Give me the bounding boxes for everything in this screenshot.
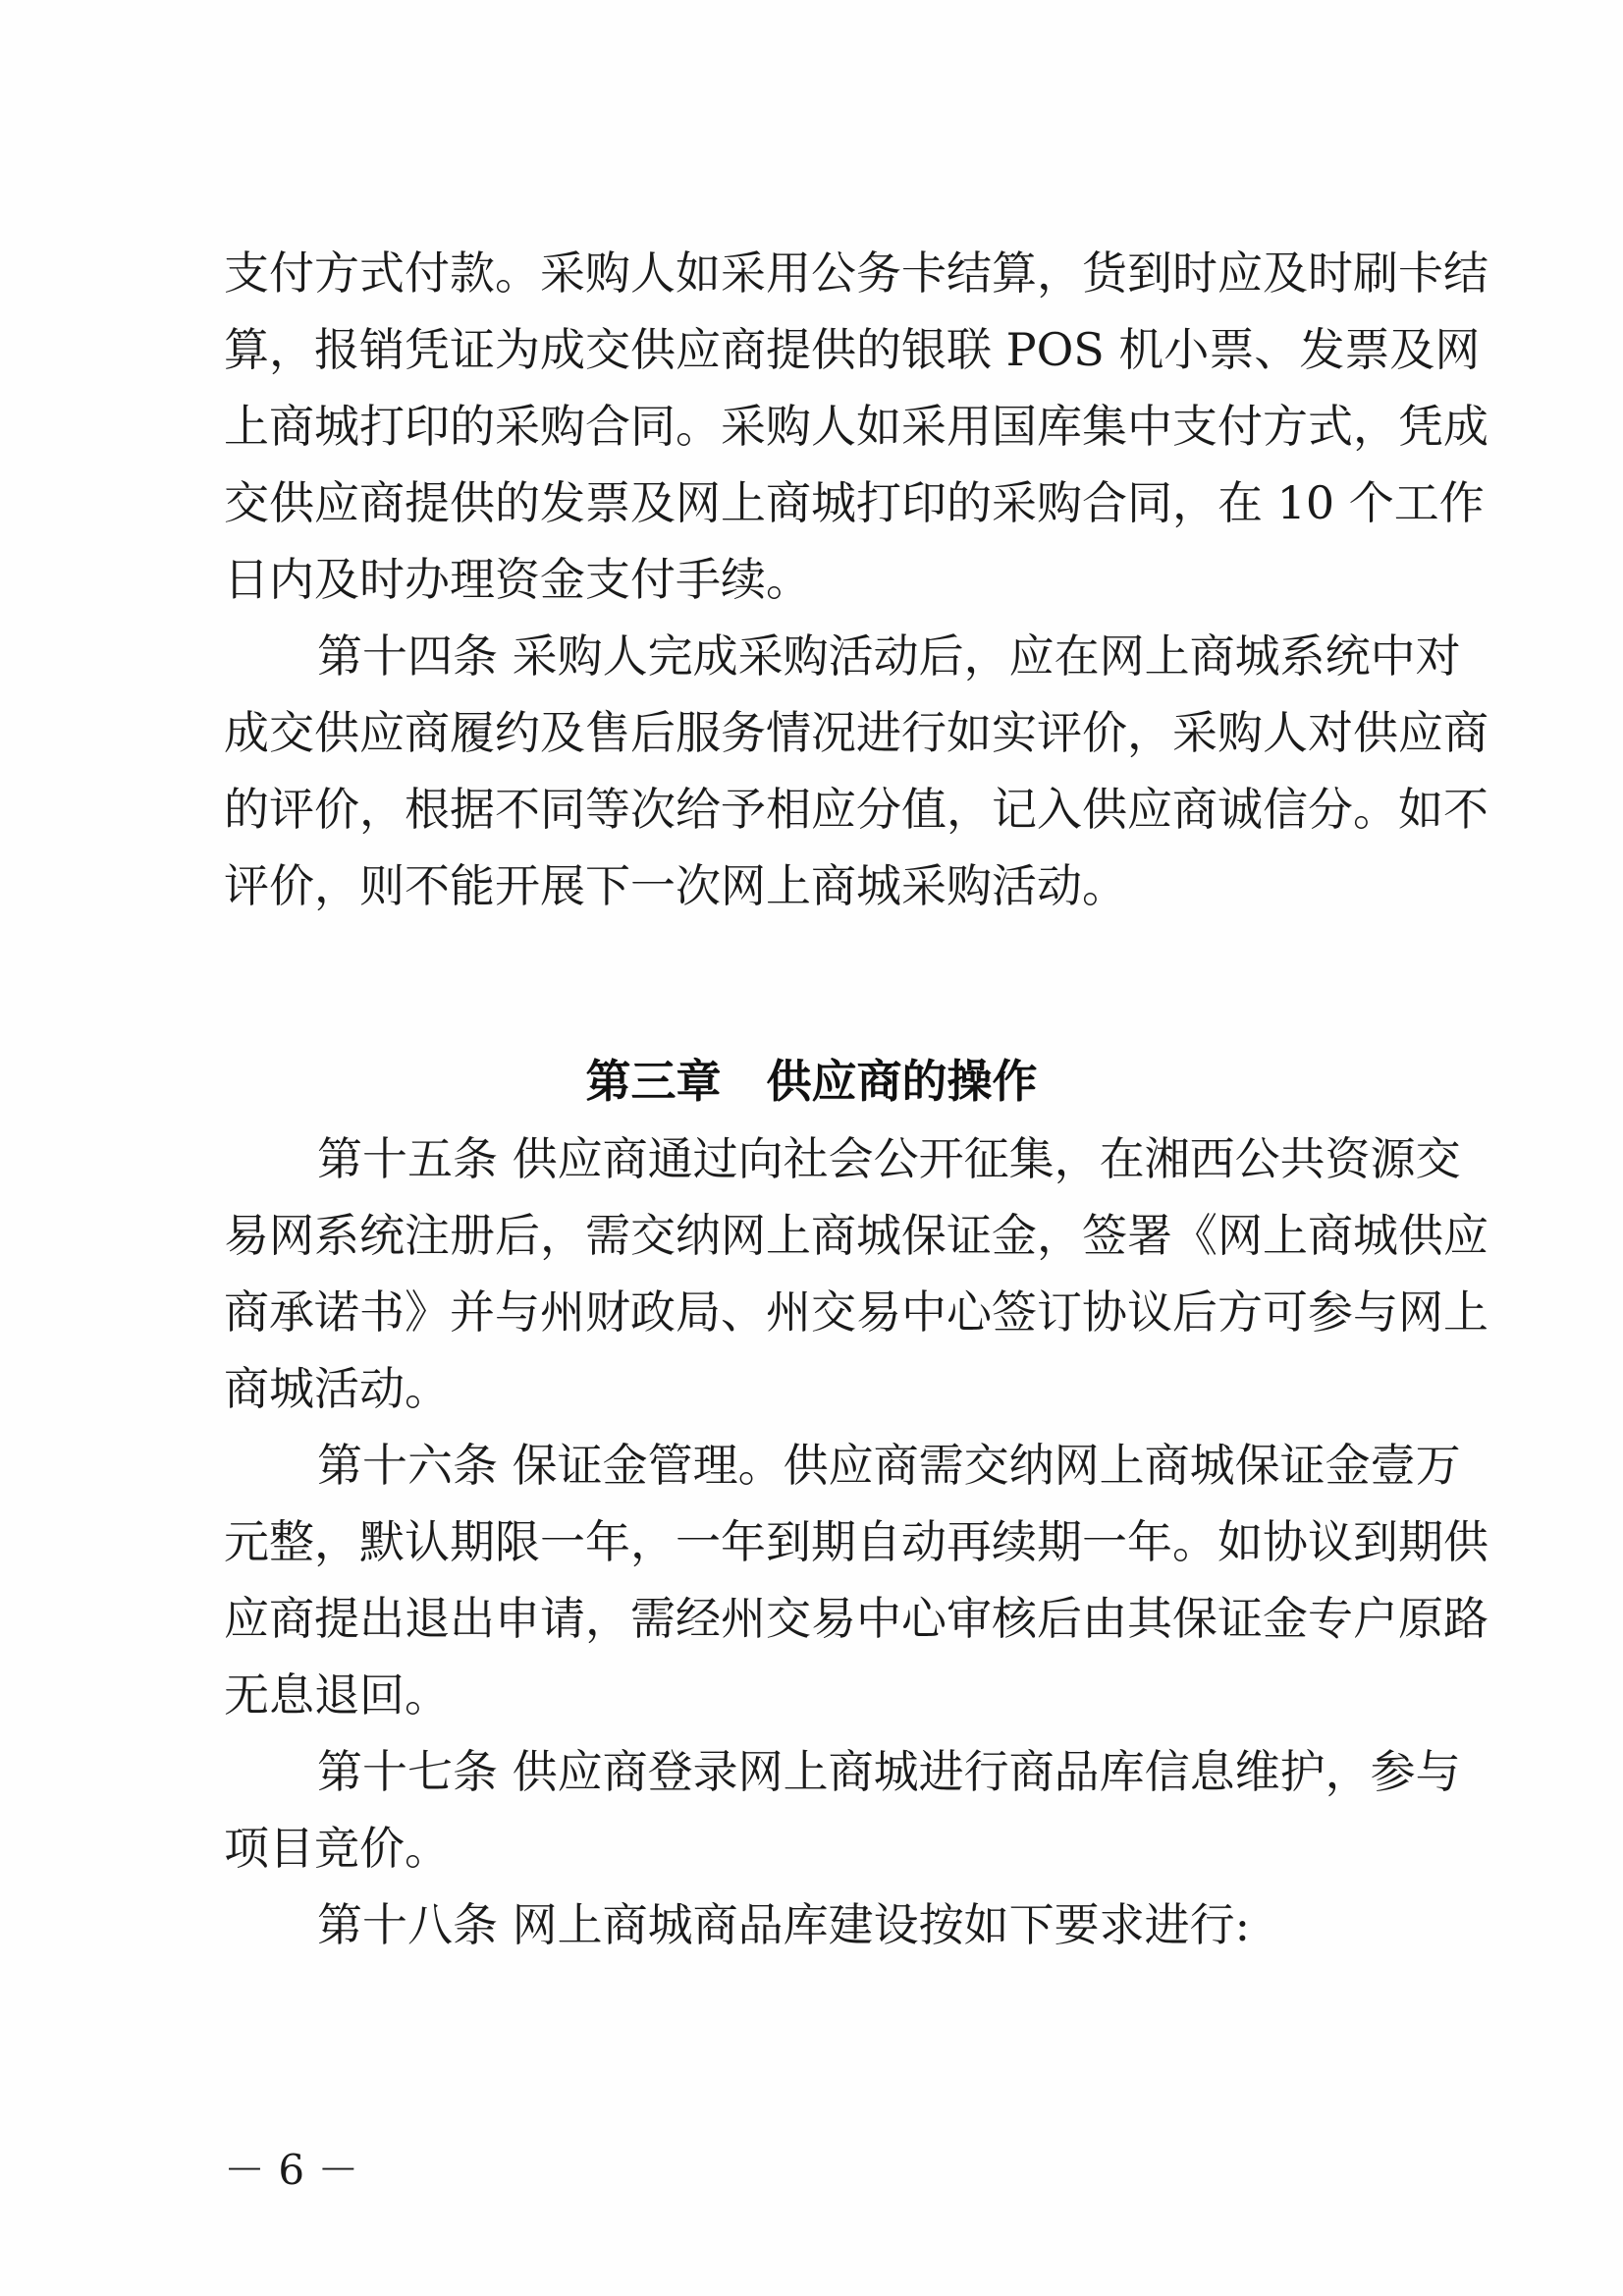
- text-line: 算，报销凭证为成交供应商提供的银联 POS 机小票、发票及网: [224, 323, 1481, 376]
- text-line: 的评价，根据不同等次给予相应分值，记入供应商诚信分。如不: [224, 783, 1488, 836]
- text-line: 元整，默认期限一年，一年到期自动再续期一年。如协议到期供: [224, 1515, 1488, 1568]
- text-line: 评价，则不能开展下一次网上商城采购活动。: [224, 859, 1127, 912]
- text-line: 第十五条 供应商通过向社会公开征集，在湘西公共资源交: [317, 1132, 1461, 1185]
- text-line: 第十四条 采购人完成采购活动后，应在网上商城系统中对: [317, 629, 1461, 683]
- text-line: 上商城打印的采购合同。采购人如采用国库集中支付方式，凭成: [224, 400, 1488, 453]
- text-line: 无息退回。: [224, 1668, 450, 1722]
- text-line: 支付方式付款。采购人如采用公务卡结算，货到时应及时刷卡结: [224, 246, 1488, 300]
- text-line: 商承诺书》并与州财政局、州交易中心签订协议后方可参与网上: [224, 1285, 1488, 1339]
- page-number: － 6 －: [224, 2146, 359, 2194]
- chapter-title: 第三章 供应商的操作: [585, 1055, 1038, 1108]
- text-line: 第十六条 保证金管理。供应商需交纳网上商城保证金壹万: [317, 1439, 1461, 1492]
- text-line: 商城活动。: [224, 1362, 450, 1415]
- text-line: 应商提出退出申请，需经州交易中心审核后由其保证金专户原路: [224, 1592, 1488, 1645]
- text-line: 易网系统注册后，需交纳网上商城保证金，签署《网上商城供应: [224, 1209, 1488, 1262]
- text-line: 日内及时办理资金支付手续。: [224, 553, 811, 606]
- text-line: 项目竞价。: [224, 1822, 450, 1875]
- text-line: 成交供应商履约及售后服务情况进行如实评价，采购人对供应商: [224, 706, 1488, 759]
- text-line: 第十八条 网上商城商品库建设按如下要求进行:: [317, 1898, 1251, 1951]
- text-line: 第十七条 供应商登录网上商城进行商品库信息维护，参与: [317, 1745, 1461, 1798]
- text-line: 交供应商提供的发票及网上商城打印的采购合同，在 10 个工作: [224, 476, 1485, 529]
